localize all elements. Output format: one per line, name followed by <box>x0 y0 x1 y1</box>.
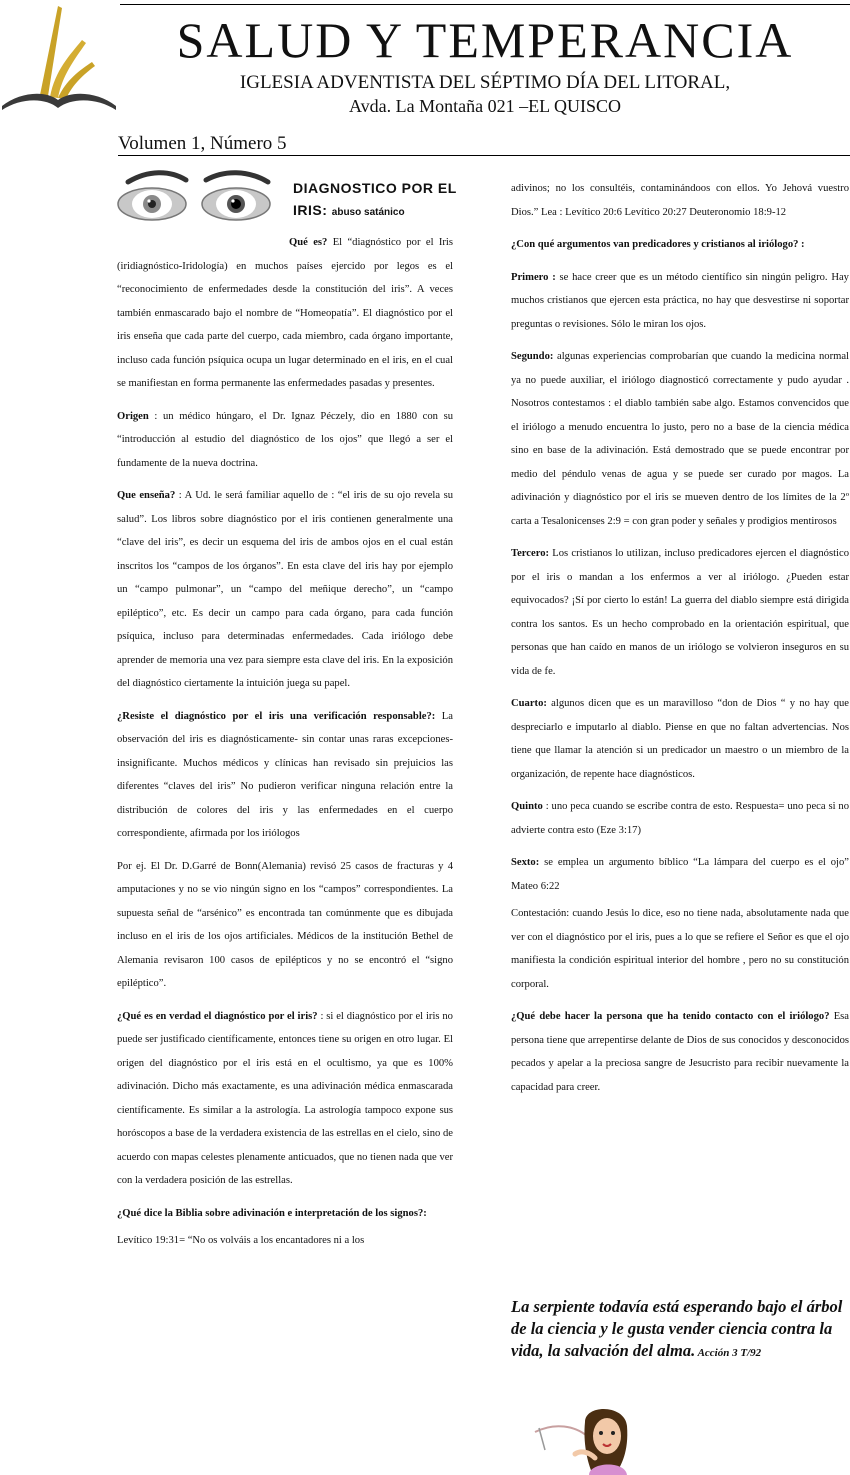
label-que-hacer: ¿Qué debe hacer la persona que ha tenido contacto con el iriólogo? <box>511 1011 830 1022</box>
paragraph-en-verdad <box>117 1005 453 1193</box>
article-title-text: DIAGNOSTICO POR EL IRIS: <box>293 180 457 218</box>
volume-rule <box>118 155 850 156</box>
text-origen: : un médico húngaro, el Dr. Ignaz Péczely, dio en 1880 con su “introducción al estudio del diagnóstico de los ojos” que llegó a ser el fundamente de la nueva doctrina. <box>117 410 453 469</box>
label-biblia: ¿Qué dice la Biblia sobre adivinación e interpretación de los signos?: <box>117 1207 427 1219</box>
paragraph-origen <box>117 405 453 476</box>
paragraph-primero <box>511 266 849 337</box>
text-que-ensena: : A Ud. le será familiar aquello de : “el iris de su ojo revela su salud”. Los libros sobre diagnóstico por el iris contienen generalmente una “clave del iris”, es decir un esquema del iris de ambos ojos en el cual están inscritos los “campos de los órganos”. En esta clave del iris hay por ejemplo un “campo pulmonar”, un “campo del meñique derecho”, un “campo epiléptico”, etc. Es decir un campo para cada órgano, para cada función psíquica, incluso para determinadas enfermedades. Cada iriólogo debe aprender de memoria una vez para siempre esta clave del iris. En la exposición del diagnóstico ciertamente la intuición juega su papel. <box>117 490 453 689</box>
volume-number: Volumen 1, Número 5 <box>118 133 287 154</box>
paragraph-verificacion <box>117 705 453 846</box>
label-segundo: Segundo: <box>511 351 554 362</box>
church-name: IGLESIA ADVENTISTA DEL SÉPTIMO DÍA DEL LITORAL, <box>239 72 731 93</box>
newsletter-title: SALUD Y TEMPERANCIA <box>176 12 794 68</box>
header-top-rule <box>120 4 850 5</box>
label-tercero: Tercero: <box>511 548 550 559</box>
article-subtitle: abuso satánico <box>331 207 405 218</box>
paragraph-biblia-heading <box>117 1202 453 1226</box>
text-primero: se hace creer que es un método científico sin ningún peligro. Hay muchos cristianos que ejercen esta práctica, no hay que desvestirse ni soportar preguntas o revisiones. Sólo le miran los ojos. <box>511 271 849 330</box>
text-que-hacer: Esa persona tiene que arrepentirse delante de Dios de sus conocidos y desconocidos pecados y apelar a la preciosa sangre de Jesucristo para recibir nuevamente la capacidad para creer. <box>511 1011 849 1093</box>
label-argumentos: ¿Con qué argumentos van predicadores y cristianos al iriólogo? : <box>511 239 805 250</box>
adventist-logo-icon <box>0 0 118 112</box>
eyes-icon <box>108 168 286 232</box>
text-que-es: El “diagnóstico por el Iris (iridiagnóstico-Iridología) en muchos países ejercido por legos es el “reconocimiento de enfermedades desde la constitución del iris”. A veces también enmascarado bajo el nombre de “Homeopatía”. El diagnóstico por el iris enseña que cada parte del cuerpo, cada miembro, cada órgano importante, incluso cada función psíquica ocupa un lugar determinado en el iris, en el cual se manifiestan en forma permanente las enfermedades pasadas y presentes. <box>117 237 453 389</box>
quote-source: Acción 3 T/92 <box>695 1347 762 1359</box>
label-origen: Origen <box>117 410 149 422</box>
label-sexto: Sexto: <box>511 857 540 868</box>
label-que-ensena: Que enseña? <box>117 490 176 501</box>
paragraph-que-es <box>117 231 453 396</box>
paragraph-quinto <box>511 795 849 842</box>
text-quinto: : uno peca cuando se escribe contra de esto. Respuesta= uno peca si no advierte contra esto (Eze 3:17) <box>511 801 849 836</box>
column-left <box>117 231 453 1262</box>
label-verificacion: ¿Resiste el diagnóstico por el iris una verificación responsable?: <box>117 710 436 722</box>
label-en-verdad: ¿Qué es en verdad el diagnóstico por el iris? <box>117 1010 318 1022</box>
paragraph-segundo <box>511 345 849 533</box>
cartoon-woman-icon <box>515 1392 655 1475</box>
text-cuarto: algunos dicen que es un maravilloso “don de Dios “ y no hay que despreciarlo e imputarlo al diablo. Piense en que no faltan advertencias. Nos tiene que llamar la atención si un predicador un maestro o un miembro de la organización, de repente hace diagnósticos. <box>511 698 849 780</box>
text-segundo: algunas experiencias comprobarían que cuando la medicina normal ya no puede auxiliar, el iriólogo diagnosticó correctamente y pudo ayudar . Nosotros contestamos : el diablo también sabe algo. Estamos convencidos que el iriólogo a menudo encuentra lo justo, pero no a base de la ciencia médica sino en base de la adivinación. Está demostrado que se puede encontrar por medio del péndulo venas de agua y se puede ser curado por magos. La adivinación y diagnóstico por el iris se mueven dentro de los límites de la 2º carta a Tesalonicenses 2:9 = con gran poder y señales y prodigios mentirosos <box>511 351 849 527</box>
article-title <box>293 177 461 224</box>
paragraph-levitico: Levítico 19:31= “No os volváis a los encantadores ni a los <box>117 1235 365 1246</box>
label-primero: Primero : <box>511 271 556 283</box>
text-en-verdad: : si el diagnóstico por el iris no puede ser justificado científicamente, entonces tiene su origen en otro lugar. El origen del diagnóstico por el iris está en el ocultismo, ya que es 100% adivinación. Dicho más exactamente, es una adivinación médica enmascarada científicamente. Es similar a la astrología. La astrología tampoco expone sus horóscopos a base de la verdadera existencia de las estrellas en el cielo, sino de acuerdo con mapas celestes plenamente anticuados, que no tienen nada que ver con la verdadera posición de las estrellas. <box>117 1010 453 1186</box>
paragraph-que-ensena <box>117 484 453 696</box>
paragraph-cuarto <box>511 692 849 786</box>
quote-text: La serpiente todavía está esperando bajo el árbol de la ciencia y le gusta vender ciencia contra la vida, la salvación del alma. <box>511 1297 843 1360</box>
paragraph-argumentos <box>511 233 849 257</box>
label-que-es: Qué es? <box>289 237 328 248</box>
text-sexto: se emplea un argumento bíblico “La lámpara del cuerpo es el ojo” Mateo 6:22 <box>511 857 849 892</box>
label-cuarto: Cuarto: <box>511 698 547 709</box>
paragraph-adivinos: adivinos; no los consultéis, contaminándoos con ellos. Yo Jehová vuestro Dios.” Lea : Levítico 20:6 Levítico 20:27 Deuteronomio 18:9-12 <box>511 183 849 218</box>
paragraph-que-hacer <box>511 1005 849 1099</box>
closing-quote <box>511 1296 850 1364</box>
church-address: Avda. La Montaña 021 –EL QUISCO <box>349 96 621 116</box>
paragraph-ejemplo: Por ej. El Dr. D.Garré de Bonn(Alemania) revisó 25 casos de fracturas y 4 amputaciones y no se vio ningún signo en los “campos” correspondientes. La supuesta señal de “arsénico” es encontrada tan comúnmente que es dibujada incluso en el iris de los ojos artificiales. Médicos de la institución Bethel de Alemania revisaron 100 casos de epilépticos y no se encontró el “signo epiléptico”. <box>117 860 453 989</box>
paragraph-tercero <box>511 542 849 683</box>
paragraph-sexto <box>511 851 849 898</box>
label-quinto: Quinto <box>511 801 543 812</box>
text-verificacion: La observación del iris es diagnósticamente- sin contar unas raras excepciones- insignificante. Muchos médicos y clínicas han revisado sin prejuicios las diferentes “claves del iris” No pudieron verificar ninguna relación entre la distribución de colores del iris y las enfermedades en el cuerpo correspondiente, afirmada por los iriólogos <box>117 710 453 839</box>
paragraph-contestacion: Contestación: cuando Jesús lo dice, eso no tiene nada, absolutamente nada que ver con el diagnóstico por el iris, pues a lo que se refiere el Señor es que el ojo manifiesta la condición espiritual interior del hombre , pero no su constitución corporal. <box>511 908 849 990</box>
text-tercero: Los cristianos lo utilizan, incluso predicadores ejercen el diagnóstico por el iris o mandan a los enfermos a ver al iriólogo. ¿Pueden estar equivocados? ¡Sí por cierto lo están! La guerra del diablo siempre está dirigida contra los santos. Es un hecho comprobado en la orientación espiritual, que personas que han caído en manos de un iriólogo se volvieron inseguros en su vida de fe. <box>511 548 849 677</box>
column-right <box>511 177 849 1108</box>
